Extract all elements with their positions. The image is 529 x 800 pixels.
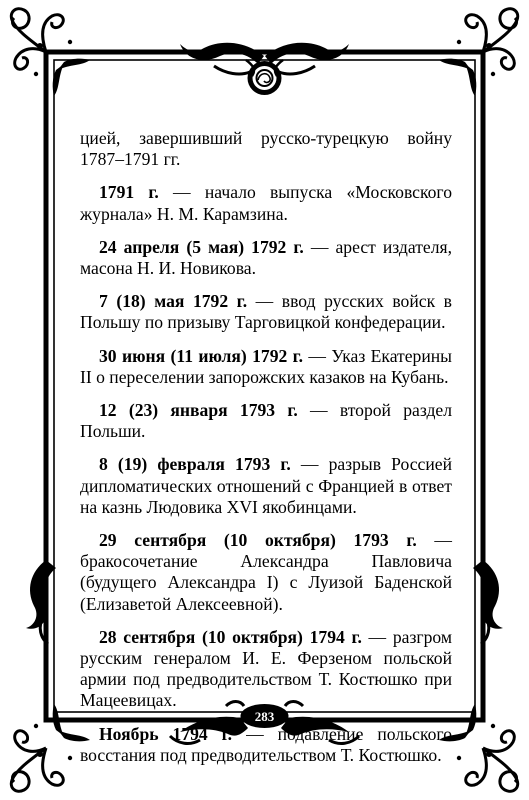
entry-text: — разгром русским генералом И. Е. Ферзеном польской армии под предводительством Т. Костюшко при Мацеевицах.: [80, 626, 452, 711]
entry-date: 30 июня (11 июля) 1792 г.: [99, 345, 304, 366]
entry-text: — второй раздел Польши.: [80, 400, 452, 442]
chronology-text: [80, 128, 452, 766]
entry-text: — начало выпуска «Московского журнала» Н. М. Карамзина.: [80, 182, 452, 224]
right-side-ornament: [473, 560, 503, 644]
continuation-paragraph: цией, завершивший русско-турецкую войну 1787–1791 гг.: [80, 128, 452, 170]
entry-text: — ввод русских войск в Польшу по призыву Тарговицкой конфедерации.: [80, 291, 452, 333]
entry-text: — подавление польского восстания под предводительством Т. Костюшко.: [80, 723, 452, 765]
chronology-entry: [80, 237, 452, 279]
entry-text: — Указ Екатерины II о переселении запорожских казаков на Кубань.: [80, 345, 452, 387]
entry-date: 7 (18) мая 1792 г.: [99, 291, 248, 312]
chronology-entry: [80, 291, 452, 333]
entry-date: 29 сентября (10 октября) 1793 г.: [99, 530, 417, 551]
chronology-entry: [80, 346, 452, 388]
chronology-entry: [80, 627, 452, 712]
entry-text: — бракосочетание Александра Павловича (будущего Александра I) с Луизой Баденской (Елизаветой Алексеевной).: [80, 530, 452, 614]
chronology-entry: [80, 454, 452, 518]
left-side-ornament: [26, 560, 56, 644]
entry-date: 1791 г.: [99, 182, 159, 203]
entry-date: 28 сентября (10 октября) 1794 г.: [99, 626, 362, 647]
entry-date: 24 апреля (5 мая) 1792 г.: [99, 236, 304, 257]
page-number: 283: [254, 709, 275, 724]
chronology-entry: [80, 400, 452, 442]
entry-text: — арест издателя, масона Н. И. Новикова.: [80, 236, 452, 279]
entry-text: — разрыв Россией дипломатических отношений с Францией в ответ на казнь Людовика XVI якобинцами.: [80, 454, 452, 517]
entry-date: Ноябрь 1794 г.: [99, 723, 233, 744]
entry-date: 12 (23) января 1793 г.: [99, 400, 298, 421]
chronology-entry: [80, 182, 452, 224]
chronology-entry: [80, 724, 452, 766]
chronology-entry: [80, 530, 452, 615]
entry-date: 8 (19) февраля 1793 г.: [99, 454, 291, 475]
